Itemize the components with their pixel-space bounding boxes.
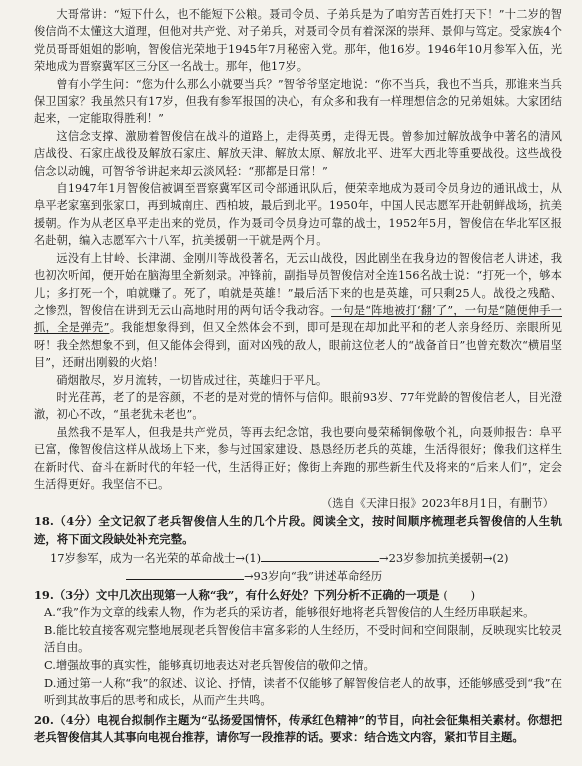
- answer-blank-2[interactable]: [126, 567, 244, 580]
- question-20: [34, 712, 562, 747]
- passage-paragraph-1: 大哥常讲：“短下什么，也不能短下公粮。聂司令员、子弟兵是为了咱穷苦百姓打天下！”十二岁的智俊信尚不太懂这大道理，但他对共产党、对子弟兵，对聂司令员有着深深的崇拜、景仰与笃定。受家族4个党员哥哥姐姐的影响，智俊信光荣地于1945年7月秘密入党。那年，他16岁。1946年10月参军入伍，光荣地成为晋察冀军区三分区一名战士。那年，他17岁。: [34, 8, 562, 74]
- option-b[interactable]: B.能比较直接客观完整地展现老兵智俊信丰富多彩的人生经历，不受时间和空间限制，反映现实比较灵活自由。: [44, 622, 562, 655]
- answer-parentheses[interactable]: ( ): [443, 587, 476, 602]
- passage-paragraph-8: 虽然我不是军人，但我是共产党员，等再去纪念馆，我也要向曼荣稀铜像敬个礼，向聂帅报告：阜平已富，像智俊信这样从战场上下来，参与过国家建设、恳恳经历老兵的英雄，生活得很好；像我们这样生在新时代、奋斗在新时代的年轻一代，生活得正好；像街上奔跑的那些新生代及将来的“后来人们”，定会生活得更好。我坚信不已。: [34, 425, 562, 491]
- question-19-number: 19.: [34, 587, 54, 602]
- question-18-text: （4分）全文记叙了老兵智俊信人生的几个片段。阅读全文，按时间顺序梳理老兵智俊信的人生轨迹，将下面文段缺处补充完整。: [34, 514, 562, 546]
- question-18-flow-line-1: [34, 549, 562, 567]
- question-18-flow-line-2: [34, 567, 562, 585]
- passage-paragraph-6: 硝烟散尽，岁月流转，一切皆成过往，英雄归于平凡。: [56, 373, 328, 387]
- flow-step-2: →23岁参加抗美援朝→(2): [379, 550, 509, 565]
- passage-paragraph-4: 自1947年1月智俊信被调至晋察冀军区司令部通讯队后，便荣幸地成为聂司令员身边的通讯战士，从阜平老家塞到张家口，再到城南庄、西柏坡，最后到北平。1950年，中国人民志愿军开赴朝鲜战场，抗美援朝。作为从老区阜平走出来的党员，作为聂司令员身边可靠的战士，1952年5月，智俊信在华北军区报名赴朝，编入志愿军六十八军，抗美援朝一干就是两个月。: [34, 182, 562, 248]
- flow-step-1: 17岁参军，成为一名光荣的革命战士→(1): [50, 550, 262, 565]
- passage-paragraph-7: 时光荏苒，老了的是容颜，不老的是对党的情怀与信仰。眼前93岁、77年党龄的智俊信老人，目光澄澈，初心不改，“虽老犹未老也”。: [34, 390, 562, 422]
- passage-paragraph-5-part-b: 。我能想象得到，但又全然体会不到，即可是现在却加此平和的老人亲身经历、亲眼所见呀！我全然想象不到，但又能体会得到，面对凶残的敌人，眼前这位老人的“战备首日”也曾充数次“横眉坚目”，还耐出刚毅的火焰！: [34, 321, 563, 370]
- passage-paragraph-2: 曾有小学生问：“您为什么那么小就要当兵？”智爷爷坚定地说：“你不当兵，我也不当兵，那谁来当兵保卫国家？我虽然只有17岁，但我有参军报国的决心，有众多和我有一样理想信念的兄弟姐妹。大家团结起来，一定能取得胜利！”: [34, 77, 562, 126]
- question-20-number: 20.: [34, 712, 54, 727]
- option-d[interactable]: D.通过第一人称“我”的叙述、议论、抒情，读者不仅能够了解智俊信老人的故事，还能够感受到“我”在听到其故事后的思考和成长，从而产生共鸣。: [44, 675, 562, 708]
- flow-step-3: →93岁向“我”讲述革命经历: [244, 568, 383, 583]
- question-20-text: （4分）电视台拟制作主题为“弘扬爱国情怀，传承红色精神”的节目，向社会征集相关素材。你想把老兵智俊信其人其事向电视台推荐，请你写一段推荐的话。要求：结合选文内容，紧扣节目主题。: [34, 712, 562, 745]
- passage-paragraph-5: [34, 250, 562, 372]
- question-18: [34, 513, 562, 548]
- option-a[interactable]: A.“我”作为文章的线索人物，作为老兵的采访者，能够很好地将老兵智俊信的人生经历串联起来。: [44, 605, 535, 620]
- passage-paragraph-3: 这信念支撑、激励着智俊信在战斗的道路上，走得英勇，走得无畏。曾参加过解放战争中著名的清风店战役、石家庄战役及解放石家庄、解放天津、解放太原、解放北平、进军大西北等重要战役。这些战役信念以动魄，可智爷爷讲起来却云淡风轻：“那都是日常！”: [34, 129, 562, 178]
- question-18-number: 18.: [34, 514, 54, 529]
- question-19: [34, 587, 562, 605]
- passage-source: （选自《天津日报》2023年8月1日，有删节）: [321, 497, 554, 511]
- underlined-sentence: 一句是“阵地被打‘翻’了”，一句是“随便伸手一抓，全是弹壳”: [34, 303, 562, 335]
- option-c[interactable]: C.增强故事的真实性，能够真切地表达对老兵智俊信的敬仰之情。: [44, 657, 375, 672]
- answer-blank-1[interactable]: [261, 549, 379, 562]
- question-19-text: （3分）文中几次出现第一人称“我”，有什么好处？下列分析不正确的一项是: [53, 587, 440, 602]
- passage-paragraph-5-part-a: 远没有上甘岭、长津湖、金刚川等战役著名，无云山战役，因此剧坐在我身边的智俊信老人讲述，我也初次听闻，便开始在脑海里全新刻录。冲锋前，副指导员智俊信对全连156名战士说：“打死一个，够本儿；多打死一个，咱就赚了。死了，咱就是英雄！”最后活下来的也是英雄，可只剩25人。战役之残酷、之惨烈，智俊信在讲到无云山高地时用的两句话令我动容。: [34, 251, 562, 317]
